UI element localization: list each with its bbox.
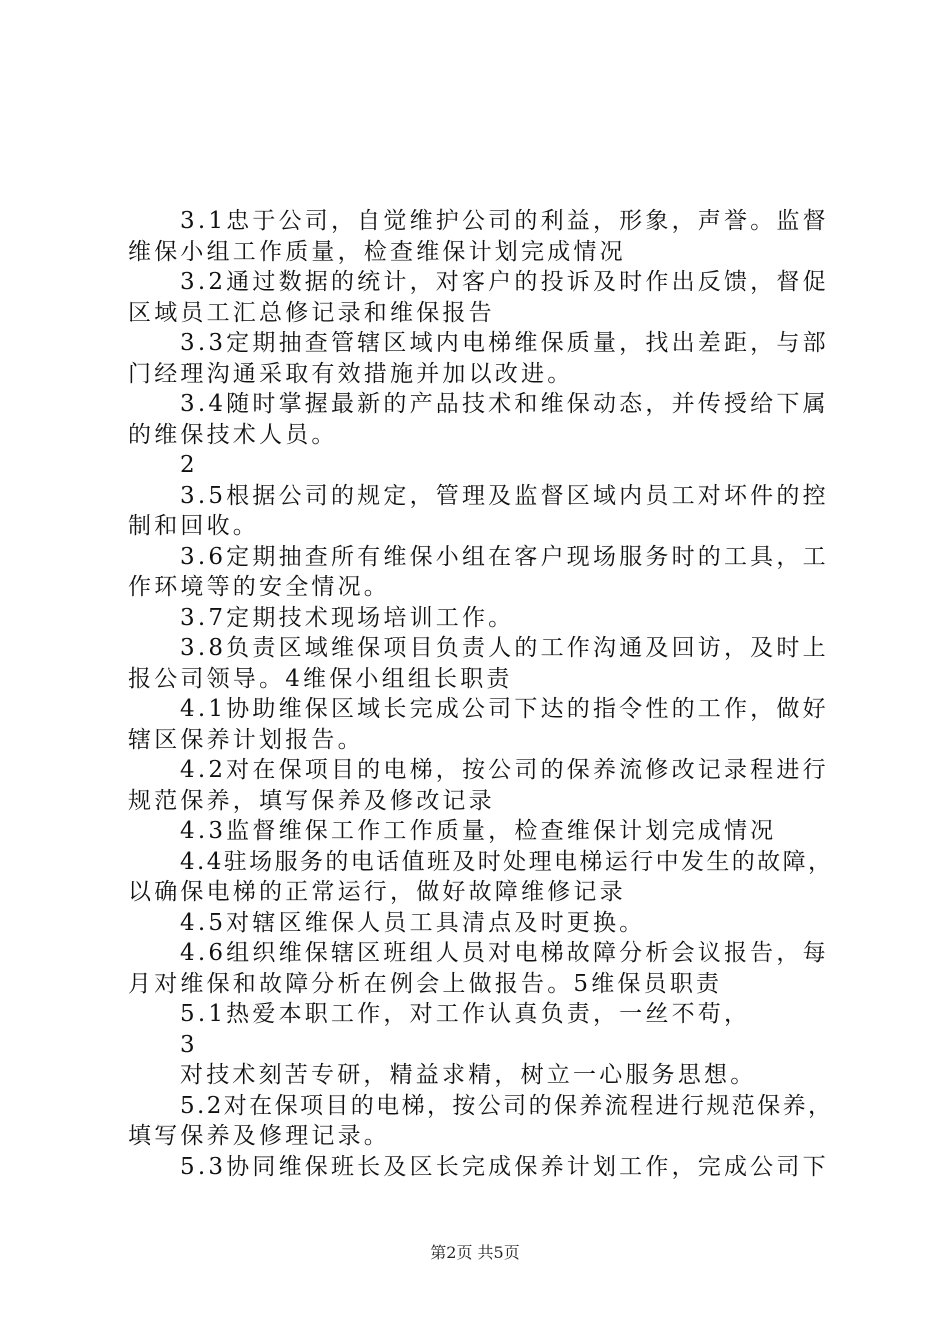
text-line: 3.5根据公司的规定，管理及监督区域内员工对坏件的控 [180,482,829,509]
text-line: 3.8负责区域维保项目负责人的工作沟通及回访，及时上 [180,635,829,661]
text-line: 维保小组工作质量，检查维保计划完成情况 [128,238,626,265]
text-line: 制和回收。 [128,513,259,539]
text-line: 3.7定期技术现场培训工作。 [180,604,515,631]
text-line: 3.3定期抽查管辖区域内电梯维保质量，找出差距，与部 [180,330,829,356]
text-line: 对技术刻苦专研，精益求精，树立一心服务思想。 [180,1062,757,1088]
text-line: 作环境等的安全情况。 [128,574,390,600]
text-line: 3.6定期抽查所有维保小组在客户现场服务时的工具，工 [180,543,829,570]
page-number-marker: 3 [180,1031,195,1058]
text-line: 5.3协同维保班长及区长完成保养计划工作，完成公司下 [180,1153,829,1180]
document-body [128,206,834,1182]
text-line: 以确保电梯的正常运行，做好故障维修记录 [128,879,626,905]
text-line: 填写保养及修理记录。 [128,1123,390,1149]
text-line: 5.2对在保项目的电梯，按公司的保养流程进行规范保养， [180,1092,834,1119]
text-line: 的维保技术人员。 [128,421,338,448]
page-footer: 第2页 共5页 [430,1243,520,1262]
text-line: 3.1忠于公司，自觉维护公司的利益，形象，声誉。监督 [180,208,829,234]
text-line: 4.5对辖区维保人员工具清点及时更换。 [180,909,646,936]
text-line: 3.2通过数据的统计，对客户的投诉及时作出反馈，督促 [180,269,829,295]
text-line: 区域员工汇总修记录和维保报告 [128,299,495,326]
text-line: 4.3监督维保工作工作质量，检查维保计划完成情况 [180,818,777,844]
text-line: 4.4驻场服务的电话值班及时处理电梯运行中发生的故障， [180,848,834,875]
text-line: 3.4随时掌握最新的产品技术和维保动态，并传授给下属 [180,391,829,417]
text-line: 月对维保和故障分析在例会上做报告。5维保员职责 [128,970,723,997]
text-line: 门经理沟通采取有效措施并加以改进。 [128,360,574,387]
text-line: 5.1热爱本职工作，对工作认真负责，一丝不苟， [180,1001,751,1027]
page-number-marker: 2 [180,452,195,478]
text-line: 4.2对在保项目的电梯，按公司的保养流修改记录程进行 [180,757,829,783]
text-line: 规范保养，填写保养及修改记录 [128,787,495,814]
text-line: 4.6组织维保辖区班组人员对电梯故障分析会议报告，每 [180,940,829,966]
text-line: 辖区保养计划报告。 [128,726,364,753]
text-line: 报公司领导。4维保小组组长职责 [128,665,513,692]
text-line: 4.1协助维保区域长完成公司下达的指令性的工作，做好 [180,696,829,722]
